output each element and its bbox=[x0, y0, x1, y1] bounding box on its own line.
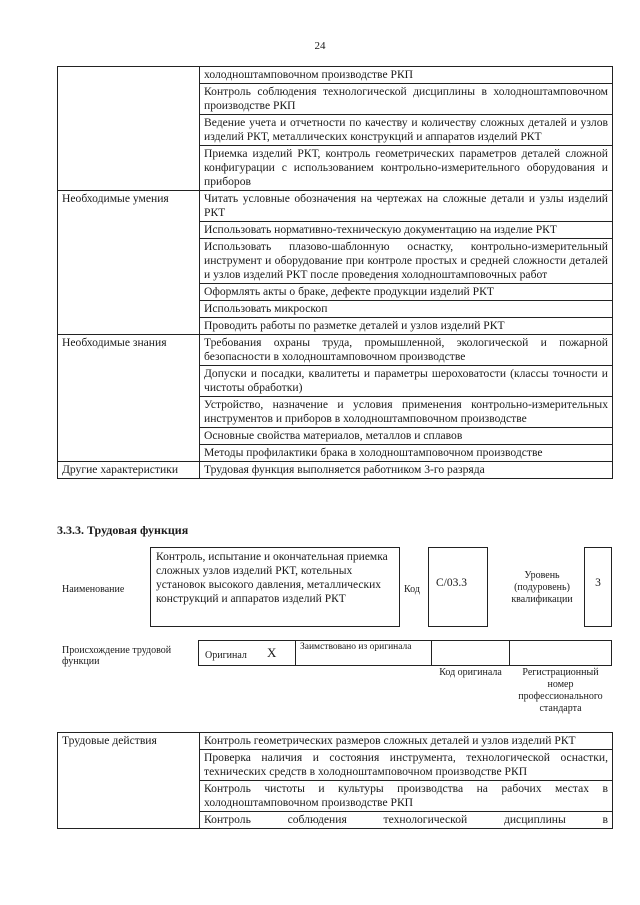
characteristics-table bbox=[57, 66, 613, 479]
list-item: Использовать плазово-шаблонную оснастку, контрольно-измерительный инструмент и оборудование при контроле простых и средней сложности деталей и узлов изделий РКТ после проведения холодноштамповочных работ bbox=[200, 239, 613, 284]
row-label-other: Другие характеристики bbox=[58, 462, 200, 479]
reg-number-label: Регистрационный номер профессионального стандарта bbox=[518, 667, 603, 714]
row-label-knowledge: Необходимые знания bbox=[58, 335, 200, 462]
list-item: Читать условные обозначения на чертежах на сложные детали и узлы изделий РКТ bbox=[200, 191, 613, 222]
code-value: С/03.3 bbox=[436, 577, 467, 589]
original-label: Оригинал bbox=[205, 650, 247, 661]
list-item: Использовать микроскоп bbox=[200, 301, 613, 318]
code-original-label: Код оригинала bbox=[439, 667, 502, 678]
list-item: Приемка изделий РКТ, контроль геометрических параметров деталей сложной конфигурации с использованием контрольно-измерительного оборудования и приборов bbox=[200, 146, 613, 191]
list-item: Трудовая функция выполняется работником 3-го разряда bbox=[200, 462, 613, 479]
function-name-box bbox=[150, 547, 400, 627]
section-title: 3.3.3. Трудовая функция bbox=[57, 523, 189, 537]
list-item: Контроль чистоты и культуры производства на рабочих местах в холодноштамповочном производстве РКП bbox=[200, 781, 613, 812]
row-label-actions: Трудовые действия bbox=[58, 733, 200, 829]
list-item: Проверка наличия и состояния инструмента, технологической оснастки, технических средств в холодноштамповочном производстве РКП bbox=[200, 750, 613, 781]
table-row bbox=[58, 335, 613, 366]
original-cell bbox=[198, 640, 296, 666]
list-item: Контроль соблюдения технологической дисциплины в bbox=[200, 812, 613, 829]
row-label-continued bbox=[58, 67, 200, 191]
page-number: 24 bbox=[314, 40, 326, 52]
labor-actions-table bbox=[57, 732, 613, 829]
list-item: Контроль геометрических размеров сложных деталей и узлов изделий РКТ bbox=[200, 733, 613, 750]
code-label: Код bbox=[404, 584, 420, 595]
borrowed-label: Заимствовано из оригинала bbox=[300, 642, 412, 652]
list-item: Проводить работы по разметке деталей и узлов изделий РКТ bbox=[200, 318, 613, 335]
list-item: Оформлять акты о браке, дефекте продукции изделий РКТ bbox=[200, 284, 613, 301]
table-row bbox=[58, 67, 613, 84]
reg-number-cell bbox=[509, 640, 612, 666]
list-item: Контроль соблюдения технологической дисциплины в холодноштамповочном производстве РКП bbox=[200, 84, 613, 115]
table-row bbox=[58, 462, 613, 479]
level-value: 3 bbox=[595, 577, 601, 589]
level-label: Уровень (подуровень) квалификации bbox=[511, 570, 573, 605]
original-mark: X bbox=[267, 645, 277, 660]
list-item: холодноштамповочном производстве РКП bbox=[200, 67, 613, 84]
origin-label: Происхождение трудовой функции bbox=[62, 645, 172, 667]
borrowed-cell bbox=[295, 640, 432, 666]
list-item: Методы профилактики брака в холодноштамповочном производстве bbox=[200, 445, 613, 462]
code-original-cell bbox=[431, 640, 510, 666]
list-item: Ведение учета и отчетности по качеству и количеству сложных деталей и узлов изделий РКТ, металлических конструкций и аппаратов изделий РКТ bbox=[200, 115, 613, 146]
function-name: Контроль, испытание и окончательная приемка сложных узлов изделий РКТ, котельных установок высокого давления, металлических конструкций и аппаратов изделий РКТ bbox=[156, 551, 388, 605]
level-box bbox=[584, 547, 612, 627]
list-item: Основные свойства материалов, металлов и сплавов bbox=[200, 428, 613, 445]
list-item: Требования охраны труда, промышленной, экологической и пожарной безопасности в холодноштамповочном производстве bbox=[200, 335, 613, 366]
list-item: Устройство, назначение и условия применения контрольно-измерительных инструментов и приборов в холодноштамповочном производстве bbox=[200, 397, 613, 428]
list-item: Использовать нормативно-техническую документацию на изделие РКТ bbox=[200, 222, 613, 239]
table-row bbox=[58, 191, 613, 222]
table-row bbox=[58, 733, 613, 750]
row-label-skills: Необходимые умения bbox=[58, 191, 200, 335]
name-label: Наименование bbox=[62, 584, 125, 595]
code-box bbox=[428, 547, 488, 627]
list-item: Допуски и посадки, квалитеты и параметры шероховатости (классы точности и чистоты обработки) bbox=[200, 366, 613, 397]
